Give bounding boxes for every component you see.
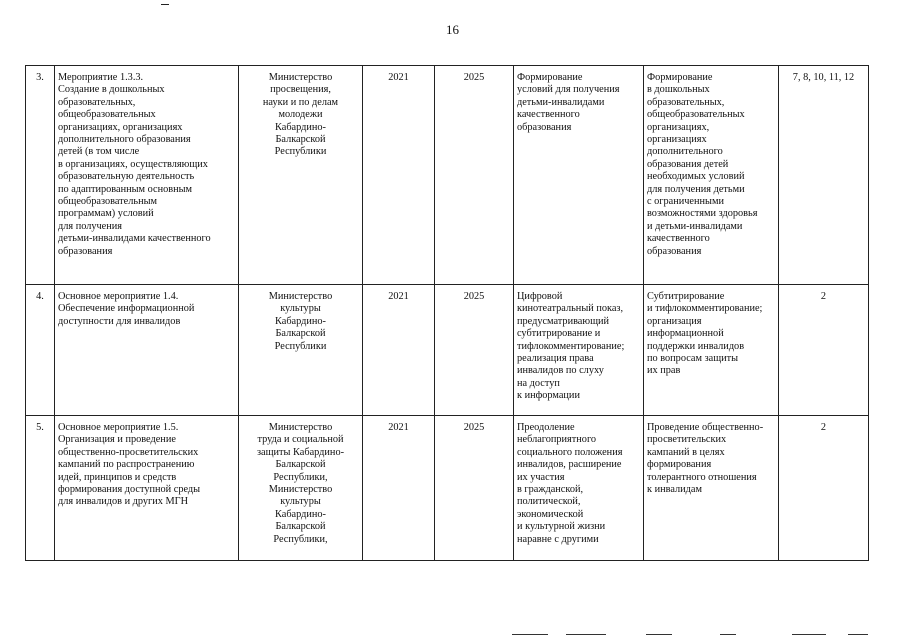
measure-effect (644, 285, 779, 416)
cell-line: неблагоприятного (517, 434, 597, 446)
year-end: 2025 (435, 285, 514, 416)
cell-line: Министерство (268, 484, 333, 496)
row-number: 5. (26, 416, 55, 561)
cell-line: Основное мероприятие 1.5. (58, 422, 179, 433)
cell-line: тифлокомментирование; (517, 340, 625, 352)
cell-line: культуры (280, 496, 321, 508)
executor (239, 416, 363, 561)
cell-line: образовательных, (647, 96, 725, 108)
cell-line: кампаний в целях (647, 446, 725, 458)
cell-line: Балкарской (275, 328, 326, 340)
row-number: 4. (26, 285, 55, 416)
cell-line: возможностями здоровья (647, 208, 758, 220)
cell-line: Кабардино- (275, 508, 326, 520)
cell-line: Проведение общественно- (647, 422, 764, 433)
executor (239, 285, 363, 416)
cell-line: субтитрирование и (517, 328, 601, 340)
year-start: 2021 (363, 285, 435, 416)
cell-line: организациях, (647, 121, 710, 133)
cell-line: поддержки инвалидов (647, 340, 745, 352)
cell-line: качественного (517, 109, 580, 121)
cell-line: Организация и проведение (58, 434, 176, 446)
cell-line: социального положения (517, 446, 623, 458)
cell-line: для получения (58, 220, 123, 232)
cell-line: наравне с другими (517, 533, 599, 545)
cell-line: Балкарской (275, 521, 326, 533)
expected-result (514, 66, 644, 285)
cell-line: молодежи (278, 109, 323, 121)
cell-line: Балкарской (275, 134, 326, 146)
expected-result (514, 416, 644, 561)
cell-line: общеобразовательным (58, 196, 158, 208)
cell-line: толерантного отношения (647, 471, 757, 483)
measure-name (55, 285, 239, 416)
row-number: 3. (26, 66, 55, 285)
cell-line: Формирование (647, 72, 713, 83)
cell-line: организациях (647, 134, 707, 146)
cell-line: образования (647, 245, 702, 257)
cell-line: качественного (647, 233, 710, 245)
cell-line: Министерство (268, 422, 333, 433)
cell-line: Республики, (273, 471, 328, 483)
cell-line: для инвалидов и других МГН (58, 496, 189, 508)
cell-line: доступности для инвалидов (58, 315, 181, 327)
cell-line: предусматривающий (517, 315, 610, 327)
cell-line: формирования (647, 459, 712, 471)
cell-line: труда и социальной (257, 434, 344, 446)
scan-footer-marks (0, 630, 905, 640)
year-start: 2021 (363, 416, 435, 561)
cell-line: образования (517, 121, 572, 133)
cell-line: по адаптированным основным (58, 183, 193, 195)
program-table (25, 65, 869, 561)
cell-line: Республики, (273, 533, 328, 545)
cell-line: к информации (517, 390, 580, 402)
cell-line: организациях, организациях (58, 121, 183, 133)
cell-line: Республики (274, 340, 327, 352)
cell-line: общеобразовательных (58, 109, 156, 121)
cell-line: по вопросам защиты (647, 353, 739, 365)
expected-result (514, 285, 644, 416)
measure-effect (644, 416, 779, 561)
cell-line: Создание в дошкольных (58, 84, 165, 96)
cell-line: на доступ (517, 377, 560, 389)
cell-line: и детьми-инвалидами (647, 220, 743, 232)
scan-mark (848, 634, 868, 635)
cell-line: идей, принципов и средств (58, 471, 177, 483)
scan-mark (792, 634, 826, 635)
indicator-refs: 2 (779, 416, 869, 561)
cell-line: в гражданской, (517, 484, 584, 496)
cell-line: и культурной жизни (517, 521, 606, 533)
cell-line: Министерство (268, 72, 333, 83)
indicator-refs: 2 (779, 285, 869, 416)
cell-line: науки и по делам (262, 96, 339, 108)
cell-line: Балкарской (275, 459, 326, 471)
cell-line: защиты Кабардино- (256, 446, 345, 458)
cell-line: для получения детьми (647, 183, 745, 195)
page-number: 16 (446, 22, 459, 37)
cell-line: организация (647, 315, 702, 327)
cell-line: дополнительного образования (58, 134, 191, 146)
cell-line: информационной (647, 328, 724, 340)
cell-line: условий для получения (517, 84, 620, 96)
cell-line: программам) условий (58, 208, 154, 220)
cell-line: образовательную деятельность (58, 171, 195, 183)
cell-line: Обеспечение информационной (58, 303, 195, 315)
scan-mark (646, 634, 672, 635)
scan-mark (161, 4, 169, 5)
cell-line: общеобразовательных (647, 109, 745, 121)
cell-line: просвещения, (270, 84, 331, 96)
cell-line: Формирование (517, 72, 583, 83)
cell-line: экономической (517, 508, 584, 520)
cell-line: Преодоление (517, 422, 575, 433)
table-row (26, 416, 869, 561)
cell-line: необходимых условий (647, 171, 745, 183)
measure-effect (644, 66, 779, 285)
cell-line: политической, (517, 496, 581, 508)
cell-line: их участия (517, 471, 565, 483)
cell-line: инвалидов, расширение (517, 459, 622, 471)
cell-line: детей (в том числе (58, 146, 140, 158)
year-start: 2021 (363, 66, 435, 285)
cell-line: их прав (647, 365, 681, 377)
cell-line: Кабардино- (275, 315, 326, 327)
indicator-refs: 7, 8, 10, 11, 12 (779, 66, 869, 285)
measure-name (55, 66, 239, 285)
scan-mark (512, 634, 548, 635)
cell-line: Субтитрирование (647, 291, 725, 302)
cell-line: Цифровой (517, 291, 563, 302)
cell-line: Министерство (268, 291, 333, 302)
cell-line: кинотеатральный показ, (517, 303, 624, 315)
cell-line: детьми-инвалидами (517, 96, 605, 108)
year-end: 2025 (435, 66, 514, 285)
cell-line: в организациях, осуществляющих (58, 158, 208, 170)
cell-line: культуры (280, 303, 321, 315)
table-row (26, 66, 869, 285)
cell-line: формирования доступной среды (58, 484, 201, 496)
table-row (26, 285, 869, 416)
cell-line: кампаний по распространению (58, 459, 195, 471)
cell-line: Мероприятие 1.3.3. (58, 72, 144, 83)
cell-line: Кабардино- (275, 121, 326, 133)
cell-line: к инвалидам (647, 484, 702, 496)
measure-name (55, 416, 239, 561)
cell-line: образования детей (647, 158, 729, 170)
cell-line: в дошкольных (647, 84, 710, 96)
cell-line: инвалидов по слуху (517, 365, 604, 377)
cell-line: детьми-инвалидами качественного (58, 233, 211, 245)
year-end: 2025 (435, 416, 514, 561)
cell-line: общественно-просветительских (58, 446, 199, 458)
cell-line: образовательных, (58, 96, 136, 108)
scan-mark (720, 634, 736, 635)
cell-line: с ограниченными (647, 196, 724, 208)
cell-line: образования (58, 245, 113, 257)
cell-line: реализация права (517, 353, 594, 365)
executor (239, 66, 363, 285)
cell-line: Основное мероприятие 1.4. (58, 291, 179, 302)
cell-line: и тифлокомментирование; (647, 303, 763, 315)
scan-mark (566, 634, 606, 635)
cell-line: дополнительного (647, 146, 723, 158)
cell-line: Республики (274, 146, 327, 158)
cell-line: просветительских (647, 434, 727, 446)
